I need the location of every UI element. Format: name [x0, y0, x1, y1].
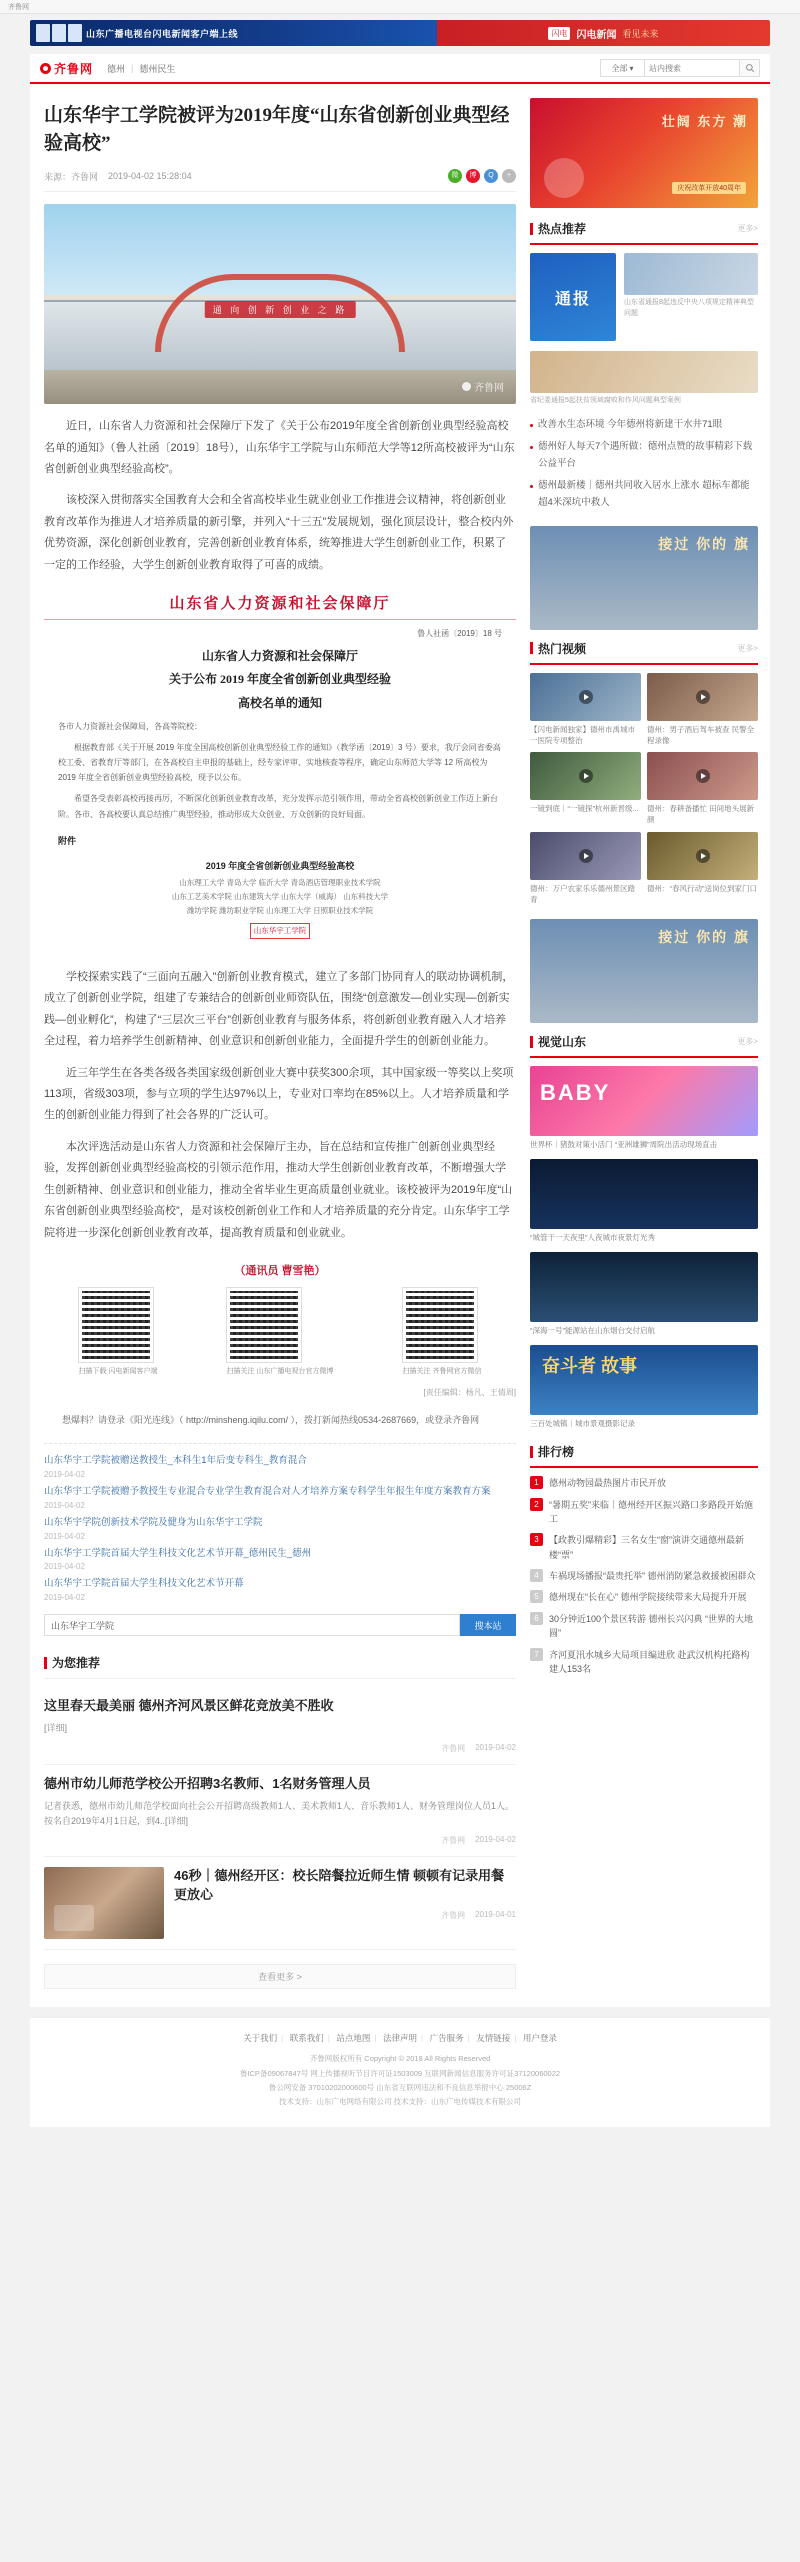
recommend-item-source: 齐鲁网	[441, 1836, 466, 1846]
doc-heading-1: 山东省人力资源和社会保障厅	[201, 649, 358, 664]
related-link[interactable]: 山东华宇工学院首届大学生科技文化艺术节开幕_德州民生_德州	[44, 1547, 312, 1559]
rank-number: 1	[530, 1476, 543, 1489]
qr-code-icon	[403, 1288, 477, 1362]
watermark-dot-icon	[462, 382, 471, 391]
load-more-label: 查看更多 >	[44, 1964, 516, 1989]
recommend-item-summary: 记者获悉，德州市幼儿师范学校面向社会公开招聘高级教师1人、美术教师1人、音乐教师1人、财务管理岗位人员1人。按名自2019年4月1日起，到4..[详细]	[44, 1800, 515, 1827]
qr-caption: 扫描下载 闪电新闻客户端	[78, 1368, 158, 1376]
header-search	[600, 59, 760, 77]
play-icon	[579, 769, 593, 783]
chevron-down-icon: ▾	[629, 63, 634, 73]
recommend-item-footer	[44, 1743, 516, 1754]
top-ad-right	[437, 20, 770, 46]
visual-item-caption: “深海一号”能源站在山东烟台交付启航	[530, 1326, 655, 1336]
related-link[interactable]: 山东华宇工学院被赠予教授生专业混合专业学生教育混合对人才培养方案专科学生年报生年度方案教育方案	[44, 1486, 491, 1498]
video-caption: 一镜到底｜“一镜探”杭州新晋级...	[530, 804, 639, 814]
video-caption: 德州：男子酒后驾车被查 民警全程录像	[647, 724, 755, 745]
rank-number: 6	[530, 1612, 543, 1625]
search-scope-select[interactable]	[600, 59, 644, 77]
section-title: 热点推荐	[538, 222, 587, 236]
notice-card[interactable]	[530, 351, 758, 407]
visual-item-text: 奋斗者 故事	[542, 1356, 638, 1377]
load-more-button[interactable]	[44, 1964, 516, 1989]
recommend-item-source: 齐鲁网	[441, 1910, 466, 1920]
top-ad-slogan: 看见未来	[622, 28, 659, 39]
footer-link[interactable]: 联系我们	[289, 2033, 324, 2044]
doc-heading-3: 高校名单的通知	[237, 695, 322, 710]
article-body	[44, 204, 516, 1429]
visual-item[interactable]	[530, 1066, 758, 1136]
more-icon[interactable]: +	[502, 169, 516, 183]
video-item[interactable]	[530, 752, 641, 826]
footer-link[interactable]: 关于我们	[243, 2033, 278, 2044]
sidebar-section-visual	[530, 1033, 758, 1429]
rank-text: 车祸现场播报“最贵托举” 德州消防紧急救援被困群众	[549, 1571, 756, 1582]
list-item[interactable]	[530, 1590, 758, 1604]
browser-tab-title: 齐鲁网	[8, 3, 29, 11]
footer-link[interactable]: 法律声明	[382, 2033, 417, 2044]
article-source: 来源：齐鲁网	[44, 171, 99, 182]
article-meta	[44, 169, 516, 192]
section-title: 视觉山东	[538, 1035, 587, 1050]
list-item[interactable]	[530, 1569, 758, 1583]
doc-attachment-line-0: 山东理工大学 青岛大学 临沂大学 青岛酒店管理职业技术学院	[179, 877, 381, 887]
list-item[interactable]	[530, 1533, 758, 1562]
video-caption: 德州：春耕备播忙 田间地头展新颜	[647, 804, 755, 825]
qr-item	[79, 1288, 158, 1377]
section-accent-bar	[530, 1036, 533, 1048]
article-byline: [责任编辑：杨凡、王倩周]	[423, 1388, 516, 1398]
related-link[interactable]: 山东华宇工学院被赠送教授生_本科生1年后变专科生_教育混合	[44, 1455, 307, 1467]
recommend-section-header	[44, 1654, 516, 1679]
search-input[interactable]	[644, 59, 740, 77]
rank-text: “暑期五奖”来临｜德州经开区振兴路口多路段开始施工	[549, 1499, 753, 1524]
photo-watermark	[462, 379, 504, 394]
tag-search	[44, 1614, 516, 1636]
visual-item-caption: “城管干一天夜里”人夜城市夜景灯光秀	[530, 1233, 655, 1243]
ranking-list	[530, 1476, 758, 1676]
official-document	[44, 619, 516, 953]
video-caption: 【闪电新闻独家】德州市禹城市一医院专项整治	[530, 724, 635, 745]
related-link-date: 2019-04-02	[44, 1593, 85, 1603]
doc-heading-2: 关于公布 2019 年度全省创新创业典型经验	[168, 672, 391, 687]
doc-highlight-wrap	[58, 923, 502, 939]
sidebar-feature-photo[interactable]	[530, 526, 758, 630]
qq-icon[interactable]: Q	[484, 169, 498, 183]
recommend-item-title: 46秒｜德州经开区：校长陪餐拉近师生情 顿顿有记录用餐更放心	[174, 1868, 505, 1902]
recommend-item-footer	[174, 1910, 516, 1921]
video-thumbnail	[647, 752, 758, 800]
qr-code-icon	[79, 1288, 153, 1362]
sidebar-ad-banner[interactable]	[530, 98, 758, 208]
doc-attachment-line-1: 山东工艺美术学院 山东建筑大学 山东大学（威海） 山东科技大学	[171, 892, 389, 902]
article-paragraph-3: 近三年学生在各类各级各类国家级创新创业大赛中获奖300余项，其中国家级一等奖以上奖项113项，省级303项，参与立项的学生达97%以上，专业对口率均在85%以上。人才培养质量和学生的创新创业能力得到了社会各界的广泛认可。	[44, 1066, 514, 1122]
weibo-icon[interactable]: 博	[466, 169, 480, 183]
thumbnail-image	[44, 1867, 164, 1939]
recommend-item-title: 德州市幼儿师范学校公开招聘3名教师、1名财务管理人员	[44, 1775, 371, 1791]
search-button[interactable]	[740, 59, 760, 77]
doc-attachment-line-2: 潍坊学院 潍坊职业学院 山东理工大学 日照职业技术学院	[186, 906, 374, 916]
sidebar-feature-photo-2[interactable]	[530, 919, 758, 1023]
notice-thumb-image	[530, 351, 758, 393]
related-link[interactable]: 山东华宇学院创新技术学院及健身为山东华宇工学院	[44, 1516, 263, 1528]
rank-text: 德州动物园最热图片市民开放	[549, 1478, 667, 1489]
doc-attachment-label: 附件	[58, 835, 77, 846]
visual-item-caption: 世界杯｜猪鼓对策小活门 “亚洲雄狮”周院出活动现场直击	[530, 1140, 718, 1150]
qr-item	[227, 1288, 334, 1377]
qr-item	[403, 1288, 482, 1377]
footer-link[interactable]: 友情链接	[476, 2033, 511, 2044]
related-link-date: 2019-04-02	[44, 1470, 85, 1480]
recommend-item-body	[174, 1867, 516, 1920]
notice-caption: 省纪委通报5起扶贫领域腐败和作风问题典型案例	[530, 397, 681, 404]
play-icon	[696, 849, 710, 863]
rank-number: 7	[530, 1648, 543, 1661]
page-title: 山东华宇工学院被评为2019年度“山东省创新创业典型经验高校”	[44, 105, 510, 154]
sidebar-section-ranking	[530, 1443, 758, 1676]
article-paragraph-2: 学校探索实践了“三面向五融入”创新创业教育模式，建立了多部门协同育人的联动协调机制，成立了创新创业学院，组建了专兼结合的创新创业师资队伍，围绕“创意激发—创业实现—创新实践—创业孵化”，构建了“三层次三平台”创新创业教育与服务体系，将创新创业教育融入人才培养全过程，着力培养学生创新精神、创业意识和创新创业能力，全面提升学生的创新创业能力。	[44, 970, 514, 1048]
video-thumbnail	[647, 673, 758, 721]
search-icon	[745, 63, 755, 73]
list-item[interactable]: 德州最新楼｜德州共同收入居水上涨水 超标车都能超4米深坑中救人	[530, 478, 758, 511]
section-accent-bar	[530, 1446, 533, 1458]
play-icon	[696, 769, 710, 783]
notice-word: 通报	[530, 253, 616, 341]
recommend-item-title: 这里春天最美丽 德州齐河风景区鲜花竞放美不胜收	[44, 1698, 334, 1714]
top-ad-left	[30, 20, 437, 46]
notice-card[interactable]	[530, 253, 758, 341]
rank-number: 3	[530, 1533, 543, 1546]
video-grid	[530, 673, 758, 906]
rank-text: 齐河夏汛水城乡大局项目编进欣 赴武汉机构托路构建人153名	[549, 1649, 750, 1675]
section-header	[530, 640, 758, 665]
article-column	[30, 84, 530, 2007]
section-accent-bar	[44, 1657, 47, 1669]
section-header	[530, 1443, 758, 1468]
breadcrumb-item-0[interactable]: 德州	[107, 63, 126, 74]
rank-text: 【政教引爆精彩】三名女生“窗”演讲交通德州最新楼“票”	[549, 1535, 744, 1560]
related-links	[44, 1443, 516, 1602]
recommend-item-date: 2019-04-02	[475, 1742, 516, 1752]
play-icon	[696, 690, 710, 704]
article-closing: 想爆料？请登录《阳光连线》（ http://minsheng.iqilu.com/ ），拨打新闻热线0534-2687669，或登录齐鲁网	[62, 1415, 480, 1426]
recommend-item-summary: [详细]	[44, 1723, 68, 1734]
article-hero-photo	[44, 204, 516, 404]
footer-line: 技术支持：山东广电网络有限公司 技术支持：山东广电传媒技术有限公司	[278, 2097, 522, 2107]
ad-circle-decor	[544, 158, 584, 198]
rank-text: 德州现在“长在心” 德州学院接续带来大局提升开展	[549, 1592, 747, 1603]
recommend-item-source: 齐鲁网	[441, 1743, 466, 1753]
doc-body-1: 根据教育部《关于开展 2019 年度全国高校创新创业典型经验工作的通知》（教学函〔2019〕3 号）要求，我厅会同省委高校工委、省教育厅等部门，在各高校自主申报的基础上，经专家评审、实地核查等程序，确定山东师范大学等 12 所高校为 2019 年度全省创新创业典型经验高校，现予以公布。	[58, 742, 501, 783]
watermark-text: 齐鲁网	[474, 383, 504, 395]
list-item[interactable]	[44, 1857, 516, 1950]
related-link-date: 2019-04-02	[44, 1562, 85, 1572]
qr-caption: 扫描关注 齐鲁网官方微信	[402, 1368, 482, 1376]
share-bar	[448, 169, 516, 183]
section-accent-bar	[530, 223, 533, 235]
rank-text: 30分钟近100个景区转游 德州长兴闪典 “世界的大地圆”	[549, 1613, 754, 1639]
footer-line: 鲁公网安备 37010202000600号 山东省互联网违法和不良信息举报中心 25006Z	[268, 2082, 532, 2092]
list-item[interactable]	[44, 1687, 516, 1764]
article-paragraph-4: 本次评选活动是山东省人力资源和社会保障厅主办，旨在总结和宣传推广创新创业典型经验，发挥创新创业典型经验高校的引领示范作用，推动大学生创新创业教育改革，不断增强大学生创新精神、创业意识和创业能力，推动全省毕业生更高质量创业就业。该校被评为2019年度“山东省创新创业典型经验高校”，是对该校创新创业工作和人才培养质量的充分肯定。山东华宇工学院将进一步深化创新创业教育改革，提高教育质量和创业就业。	[44, 1140, 513, 1239]
qr-heading: （通讯员 曹雪艳）	[234, 1265, 326, 1278]
recommend-item-date: 2019-04-01	[475, 1909, 516, 1919]
browser-tab-bar	[0, 0, 800, 14]
feature-photo-caption-2: 接过 你的 旗	[658, 929, 750, 946]
qr-row	[44, 1288, 516, 1377]
content-container	[30, 84, 770, 2007]
sidebar-section-hot-recommend	[530, 220, 758, 512]
doc-highlight: 山东华宇工学院	[250, 923, 311, 939]
doc-attachment-title: 2019 年度全省创新创业典型经验高校	[205, 860, 355, 871]
section-more-link[interactable]: 更多>	[737, 224, 758, 233]
article-paragraph-1: 该校深入贯彻落实全国教育大会和全省高校毕业生就业创业工作推进会议精神，将创新创业教育改革作为推进人才培养质量的新引擎，并列入“十三五”发展规划，强化顶层设计，整合校内外优势资源，深化创新创业教育，完善创新创业教育体系，统筹推进大学生创新创业工作，积累了一定的工作经验，大学生创新创业教育取得了可喜的成绩。	[44, 494, 514, 571]
play-icon	[579, 849, 593, 863]
recommend-title: 为您推荐	[52, 1656, 101, 1671]
rank-number: 5	[530, 1590, 543, 1603]
breadcrumb	[107, 62, 175, 75]
rank-number: 2	[530, 1498, 543, 1511]
tag-search-button[interactable]: 搜本站	[460, 1614, 516, 1636]
video-caption: 德州：“春风行动”送岗位到家门口	[647, 883, 757, 893]
related-link-date: 2019-04-02	[44, 1500, 85, 1510]
top-ad-brand: 闪电新闻	[576, 29, 617, 41]
sidebar-ad-title: 壮阔 东方 潮	[661, 114, 748, 129]
top-ad-region	[0, 14, 800, 50]
visual-item[interactable]	[530, 1252, 758, 1322]
doc-org-title: 山东省人力资源和社会保障厅	[169, 596, 391, 613]
photo-banner-text: 通 向 创 新 创 业 之 路	[205, 301, 356, 318]
sidebar-section-hot-video	[530, 640, 758, 906]
list-item[interactable]: 德州好人每天7个遇所做：德州点赞的故事精彩下载公益平台	[530, 439, 758, 472]
list-item[interactable]	[530, 1612, 758, 1641]
list-item[interactable]	[44, 1765, 516, 1858]
video-item[interactable]	[647, 832, 758, 906]
section-accent-bar	[530, 642, 533, 654]
video-item[interactable]	[530, 673, 641, 747]
notice-thumbs	[530, 351, 758, 407]
search-scope-value: 全部	[611, 63, 628, 73]
phone-thumbs-icon	[36, 24, 82, 42]
qr-code-icon	[227, 1288, 301, 1362]
doc-body-2: 希望各受表彰高校再接再厉，不断深化创新创业教育改革，充分发挥示范引领作用，带动全省高校创新创业工作迈上新台阶。各市、各高校要认真总结推广典型经验，推动形成大众创业、万众创新的良好局面。	[58, 794, 498, 819]
visual-item[interactable]	[530, 1159, 758, 1229]
section-more-link[interactable]: 更多>	[737, 643, 758, 653]
notice-thumb-image	[624, 253, 758, 295]
list-item[interactable]	[530, 1498, 758, 1527]
doc-to-line: 各市人力资源社会保障局，各高等院校：	[58, 721, 202, 731]
list-item[interactable]	[530, 1648, 758, 1677]
play-icon	[579, 690, 593, 704]
logo-text: 齐鲁网	[54, 61, 94, 76]
recommend-item-date: 2019-04-02	[475, 1835, 516, 1845]
footer-link[interactable]: 用户登录	[522, 2033, 557, 2044]
site-logo[interactable]	[40, 60, 93, 77]
video-thumbnail	[530, 673, 641, 721]
related-link[interactable]: 山东华宇工学院首届大学生科技文化艺术节开幕	[44, 1578, 244, 1590]
footer-line: 齐鲁网版权所有 Copyright © 2018 All Rights Reserved	[309, 2054, 491, 2064]
qr-caption: 扫描关注 山东广播电视台官方微博	[226, 1368, 334, 1376]
sidebar	[530, 84, 770, 2007]
video-thumbnail	[530, 752, 641, 800]
visual-item-text: BABY	[540, 1080, 611, 1106]
doc-number: 鲁人社函〔2019〕18 号	[417, 629, 502, 639]
logo-mark-icon	[40, 63, 51, 74]
video-caption: 德州：万户农家乐乐德州景区踏青	[530, 883, 635, 904]
video-item[interactable]	[530, 832, 641, 906]
related-link-date: 2019-04-02	[44, 1531, 85, 1541]
breadcrumb-separator: |	[131, 63, 134, 73]
breadcrumb-item-1[interactable]: 德州民生	[139, 63, 176, 74]
section-title: 排行榜	[538, 1445, 575, 1460]
section-title: 热门视频	[538, 641, 587, 656]
top-ad-banner[interactable]	[30, 20, 770, 46]
article-time: 2019-04-02 15:28:04	[108, 171, 192, 182]
notice-caption: 山东省通报8起违反中央八项规定精神典型问题	[624, 299, 754, 317]
hot-recommend-list	[530, 417, 758, 512]
recommend-item-with-thumb	[44, 1867, 516, 1939]
bottom-padding	[0, 2127, 800, 2141]
footer-link[interactable]: 广告服务	[429, 2033, 464, 2044]
section-more-link[interactable]: 更多>	[737, 1037, 758, 1047]
site-footer	[30, 2017, 770, 2127]
visual-item[interactable]	[530, 1345, 758, 1415]
sidebar-ad-sub: 庆祝改革开放40周年	[672, 182, 746, 194]
footer-nav: 关于我们 | 联系我们 | 站点地图 | 法律声明 | 广告服务 | 友情链接 | 用户登录	[243, 2033, 557, 2044]
bolt-icon: 闪电	[548, 27, 570, 40]
notice-thumbs	[624, 253, 758, 341]
list-item[interactable]	[530, 1476, 758, 1490]
qr-section	[44, 1262, 516, 1377]
video-thumbnail	[647, 832, 758, 880]
photo-ground	[44, 370, 516, 404]
video-item[interactable]	[647, 752, 758, 826]
video-item[interactable]	[647, 673, 758, 747]
section-header	[530, 220, 758, 245]
top-ad-left-text: 山东广播电视台闪电新闻客户端上线	[86, 28, 239, 39]
footer-line: 鲁ICP备09067847号 网上传播视听节目许可证1503009 互联网新闻信息服务许可证37120060022	[239, 2068, 561, 2078]
wechat-icon[interactable]: 微	[448, 169, 462, 183]
visual-item-caption: 三百处城镇｜城市景观摄影记录	[530, 1419, 635, 1429]
section-header	[530, 1033, 758, 1058]
article-paragraph-0: 近日，山东省人力资源和社会保障厅下发了《关于公布2019年度全省创新创业典型经验高校名单的通知》（鲁人社函〔2019〕18号），山东华宇工学院与山东师范大学等12所高校被评为“山东省创新创业典型经验高校”。	[44, 420, 515, 475]
tag-search-input[interactable]	[44, 1614, 460, 1636]
list-item[interactable]: 改善水生态环境 今年德州将新建干水井71眼	[530, 417, 758, 434]
rank-number: 4	[530, 1569, 543, 1582]
video-thumbnail	[530, 832, 641, 880]
site-header	[30, 54, 770, 84]
footer-link[interactable]: 站点地图	[336, 2033, 371, 2044]
recommend-item-footer	[44, 1835, 516, 1846]
feature-photo-caption: 接过 你的 旗	[658, 535, 750, 552]
